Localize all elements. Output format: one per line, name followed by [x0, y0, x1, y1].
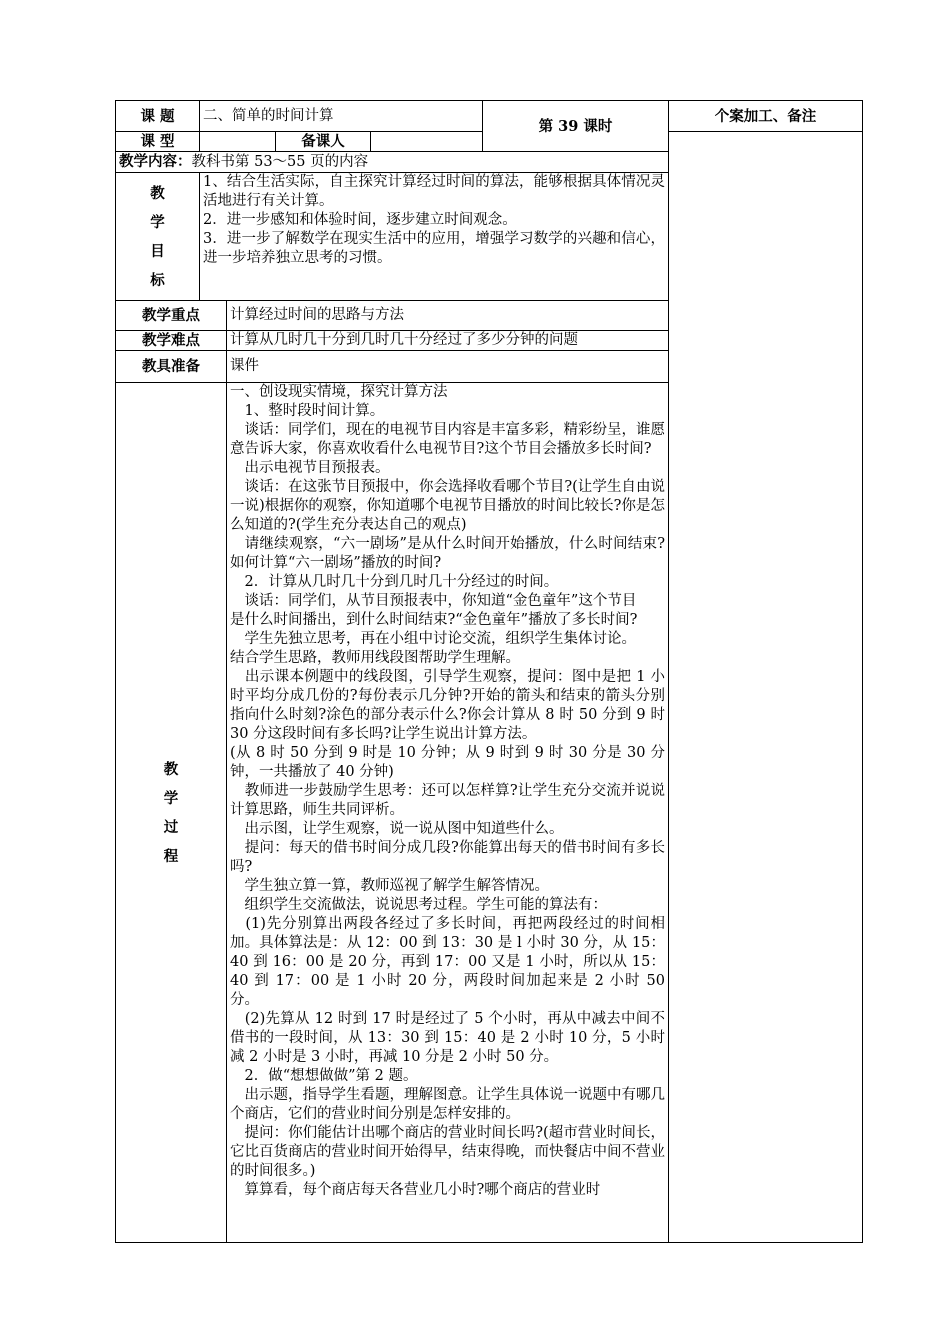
- objectives-label-char: 教: [150, 184, 165, 202]
- process-paragraph: 是什么时间播出，到什么时间结束?“金色童年”播放了多长时间?: [230, 612, 638, 628]
- process-paragraph: 学生先独立思考，再在小组中讨论交流，组织学生集体讨论。: [230, 631, 636, 647]
- process-label-char: 教: [163, 760, 179, 778]
- teaching-aids-value: 课件: [227, 351, 669, 383]
- preparer-label: 备课人: [276, 132, 371, 152]
- process-label-char: 学: [163, 789, 179, 807]
- topic-label: 课 题: [116, 101, 200, 132]
- process-paragraph: 谈话：同学们，现在的电视节目内容是丰富多彩，精彩纷呈，谁愿意告诉大家，你喜欢收看什么电视节目?这个节目会播放多长时间?: [230, 422, 665, 457]
- difficulty-label: 教学难点: [116, 331, 227, 351]
- objective-item: 1、结合生活实际，自主探究计算经过时间的算法，能够根据具体情况灵活地进行有关计算。: [203, 174, 665, 209]
- process-paragraph: 出示题，指导学生看题，理解图意。让学生具体说一说题中有哪几个商店，它们的营业时间分别是怎样安排的。: [230, 1087, 665, 1122]
- lesson-type-label: 课 型: [116, 132, 200, 152]
- process-paragraph: 出示课本例题中的线段图，引导学生观察，提问：图中是把 1 小时平均分成几份的?每份表示几分钟?开始的箭头和结束的箭头分别指向什么时刻?涂色的部分表示什么?你会计算从 8 时 50 分到 9 时 30 分这段时间有多长吗?让学生说出计算方法。: [230, 669, 665, 742]
- notes-column-header: 个案加工、备注: [669, 101, 863, 132]
- process-paragraph: 教师进一步鼓励学生思考：还可以怎样算?让学生充分交流并说说计算思路，师生共同评析。: [230, 783, 665, 818]
- process-paragraph: 2．计算从几时几十分到几时几十分经过的时间。: [230, 574, 559, 590]
- objectives-content: [200, 173, 669, 301]
- process-content: [227, 383, 669, 1243]
- process-label-char: 过: [163, 818, 179, 836]
- process-paragraph: (1)先分别算出两段各经过了多长时间，再把两段经过的时间相加。具体算法是：从 12：00 到 13：30 是 l 小时 30 分，从 15：40 到 16：00 是 20 分，再到 17：00 又是 1 小时，所以从 15：40 到 17：00 是 1 小时 20 分，两段时间加起来是 2 小时 50 分。: [230, 916, 665, 1008]
- process-paragraph: 组织学生交流做法，说说思考过程。学生可能的算法有：: [230, 897, 607, 913]
- teaching-content-value: 教科书第 53～55 页的内容: [191, 154, 369, 170]
- process-paragraph: 提问：你们能估计出哪个商店的营业时间长吗?(超市营业时间长，它比百货商店的营业时间开始得早，结束得晚，而快餐店中间不营业的时间很多。): [230, 1125, 665, 1179]
- teaching-content-row: [116, 152, 669, 173]
- teaching-aids-label: 教具准备: [116, 351, 227, 383]
- key-point-label: 教学重点: [116, 301, 227, 331]
- process-paragraph: 学生独立算一算，教师巡视了解学生解答情况。: [230, 878, 549, 894]
- objectives-label-char: 目: [150, 242, 165, 260]
- process-paragraph: (从 8 时 50 分到 9 时是 10 分钟；从 9 时到 9 时 30 分是 30 分钟，一共播放了 40 分钟): [230, 745, 665, 780]
- period-number: 第 39 课时: [483, 101, 669, 152]
- process-paragraph: 算算看，每个商店每天各营业几小时?哪个商店的营业时: [230, 1182, 601, 1198]
- process-label: [116, 383, 227, 1243]
- key-point-value: 计算经过时间的思路与方法: [227, 301, 669, 331]
- notes-column: [669, 132, 863, 1243]
- process-label-char: 程: [163, 847, 179, 865]
- lesson-type-value: [200, 132, 276, 152]
- process-paragraph: (2)先算从 12 时到 17 时是经过了 5 个小时，再从中减去中间不借书的一段时间，从 13：30 到 15：40 是 2 小时 10 分，5 小时减 2 小时是 3 小时，再减 10 分是 2 小时 50 分。: [230, 1011, 665, 1065]
- objectives-label-char: 学: [150, 213, 165, 231]
- process-paragraph: 出示电视节目预报表。: [230, 460, 390, 476]
- lesson-plan-table: [115, 100, 863, 1243]
- process-paragraph: 1、整时段时间计算。: [230, 403, 385, 419]
- objective-item: 2．进一步感知和体验时间，逐步建立时间观念。: [203, 212, 517, 228]
- process-paragraph: 提问：每天的借书时间分成几段?你能算出每天的借书时间有多长吗?: [230, 840, 665, 875]
- process-paragraph: 结合学生思路，教师用线段图帮助学生理解。: [230, 650, 520, 666]
- difficulty-value: 计算从几时几十分到几时几十分经过了多少分钟的问题: [227, 331, 669, 351]
- process-paragraph: 谈话：在这张节目预报中，你会选择收看哪个节目?(让学生自由说一说)根据你的观察，你知道哪个电视节目播放的时间比较长?你是怎么知道的?(学生充分表达自己的观点): [230, 479, 665, 533]
- process-paragraph: 一、创设现实情境，探究计算方法: [230, 384, 448, 400]
- preparer-value: [371, 132, 483, 152]
- process-paragraph: 请继续观察，“六一剧场”是从什么时间开始播放，什么时间结束?如何计算“六一剧场”播放的时间?: [230, 536, 665, 571]
- process-paragraph: 出示图，让学生观察，说一说从图中知道些什么。: [230, 821, 564, 837]
- objective-item: 3．进一步了解数学在现实生活中的应用，增强学习数学的兴趣和信心，进一步培养独立思考的习惯。: [203, 231, 665, 266]
- objectives-label-char: 标: [150, 271, 165, 289]
- objectives-label: [116, 173, 200, 301]
- process-paragraph: 2．做“想想做做”第 2 题。: [230, 1068, 418, 1084]
- topic-value: 二、简单的时间计算: [200, 101, 483, 132]
- process-paragraph: 谈话：同学们，从节目预报表中，你知道“金色童年”这个节目: [230, 593, 637, 609]
- teaching-content-label: 教学内容：: [119, 153, 192, 170]
